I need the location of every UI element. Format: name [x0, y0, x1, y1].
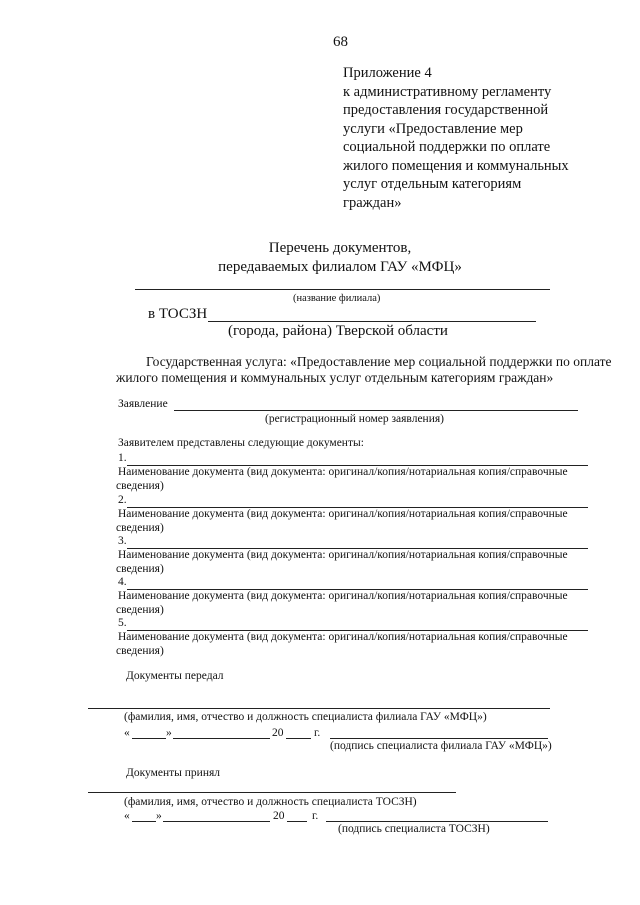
tosszn-prefix: в ТОСЗН — [148, 306, 208, 322]
document-desc-cont: сведения) — [116, 604, 164, 616]
handed-year-suffix: г. — [314, 727, 321, 739]
branch-caption: (название филиала) — [293, 293, 381, 304]
appendix-block — [343, 64, 603, 212]
handed-day-line — [132, 738, 166, 739]
document-desc-cont: сведения) — [116, 522, 164, 534]
appendix-line: услуги «Предоставление мер — [343, 120, 523, 137]
document-desc-cont: сведения) — [116, 563, 164, 575]
document-number: 1. — [118, 452, 127, 464]
document-desc: Наименование документа (вид документа: оригинал/копия/нотариальная копия/справочные — [118, 466, 568, 478]
received-sign-line — [326, 821, 548, 822]
appendix-line: предоставления государственной — [343, 102, 549, 118]
received-fio-line — [88, 792, 456, 793]
handed-date-open: « — [124, 727, 130, 739]
received-year-prefix: 20 — [273, 810, 285, 822]
document-title-line1: Перечень документов, — [268, 240, 412, 256]
documents-intro: Заявителем представлены следующие документы: — [118, 437, 364, 449]
tosszn-line — [208, 321, 536, 322]
document-desc: Наименование документа (вид документа: оригинал/копия/нотариальная копия/справочные — [118, 508, 568, 520]
appendix-line: к административному регламенту — [343, 83, 552, 100]
appendix-line: социальной поддержки по оплате — [343, 139, 551, 155]
application-caption: (регистрационный номер заявления) — [265, 413, 444, 425]
service-line2: жилого помещения и коммунальных услуг отдельным категориям граждан» — [116, 370, 554, 385]
handed-date-close: » — [166, 727, 172, 739]
handed-fio-caption: (фамилия, имя, отчество и должность специалиста филиала ГАУ «МФЦ») — [124, 711, 487, 723]
document-number: 5. — [118, 617, 127, 629]
handed-label: Документы передал — [126, 670, 224, 682]
document-desc: Наименование документа (вид документа: оригинал/копия/нотариальная копия/справочные — [118, 549, 568, 561]
application-number-line — [174, 410, 578, 411]
received-sign-caption: (подпись специалиста ТОСЗН) — [338, 823, 490, 835]
application-label: Заявление — [118, 398, 168, 410]
document-desc: Наименование документа (вид документа: оригинал/копия/нотариальная копия/справочные — [118, 631, 568, 643]
received-year-line — [287, 821, 307, 822]
document-desc: Наименование документа (вид документа: оригинал/копия/нотариальная копия/справочные — [118, 590, 568, 602]
received-date-close: » — [156, 810, 162, 822]
document-number: 4. — [118, 576, 127, 588]
handed-month-line — [173, 738, 270, 739]
service-line1: Государственная услуга: «Предоставление мер социальной поддержки по оплате — [146, 354, 612, 369]
handed-sign-line — [330, 738, 548, 739]
received-month-line — [163, 821, 270, 822]
received-fio-caption: (фамилия, имя, отчество и должность специалиста ТОСЗН) — [124, 796, 417, 808]
handed-sign-caption: (подпись специалиста филиала ГАУ «МФЦ») — [330, 740, 552, 752]
tosszn-caption: (города, района) Тверской области — [228, 323, 448, 339]
received-day-line — [132, 821, 156, 822]
appendix-line: услуг отдельным категориям — [343, 176, 522, 192]
handed-year-line — [286, 738, 311, 739]
document-number: 2. — [118, 494, 127, 506]
appendix-line: граждан» — [343, 194, 402, 211]
document-desc-cont: сведения) — [116, 645, 164, 657]
page-number: 68 — [333, 34, 348, 50]
received-year-suffix: г. — [312, 810, 319, 822]
handed-year-prefix: 20 — [272, 727, 284, 739]
document-desc-cont: сведения) — [116, 480, 164, 492]
received-label: Документы принял — [126, 767, 221, 779]
handed-fio-line — [88, 708, 550, 709]
received-date-open: « — [124, 810, 130, 822]
branch-name-line — [135, 289, 550, 290]
appendix-line: Приложение 4 — [343, 65, 432, 81]
document-number: 3. — [118, 535, 127, 547]
document-title-line2: передаваемых филиалом ГАУ «МФЦ» — [218, 259, 462, 275]
appendix-line: жилого помещения и коммунальных — [343, 157, 569, 174]
